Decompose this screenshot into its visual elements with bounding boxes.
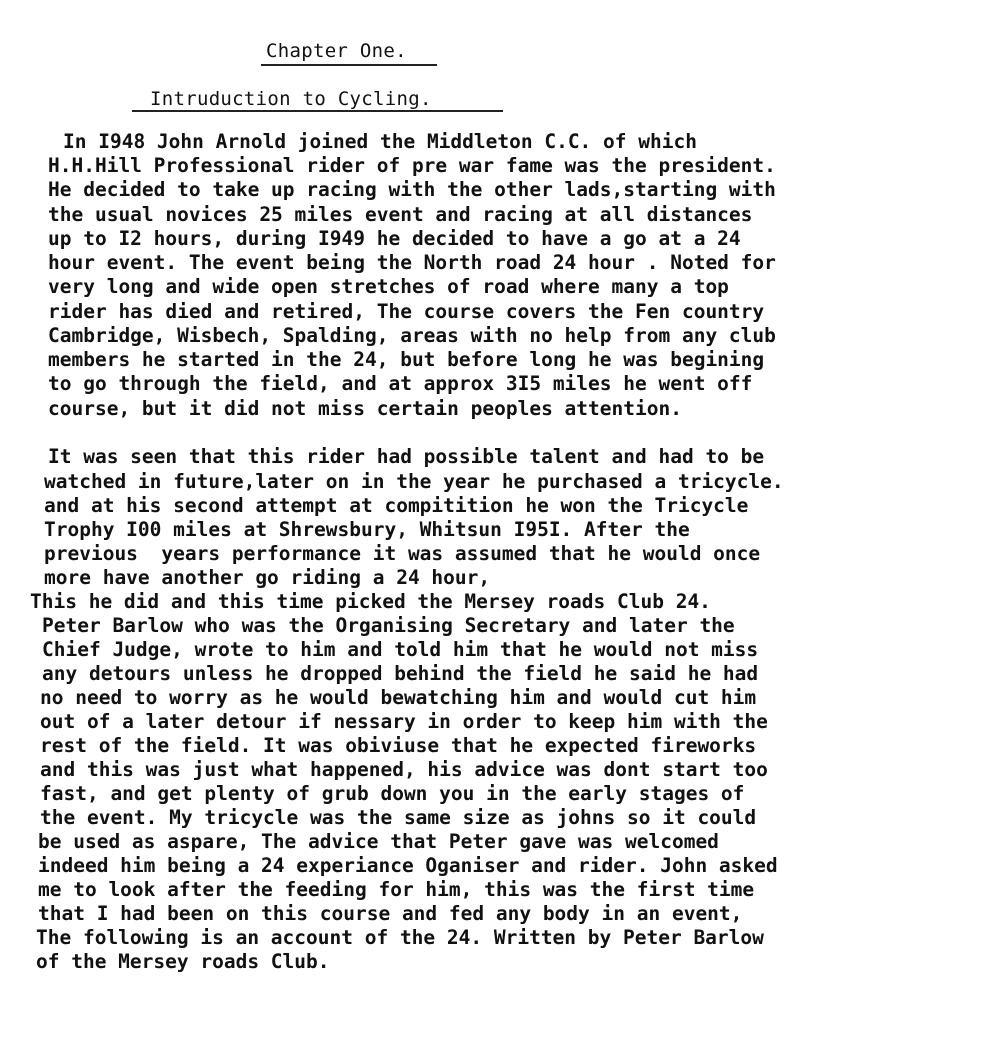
text-line: any detours unless he dropped behind the field he said he had	[42, 662, 759, 685]
text-line: up to I2 hours, during I949 he decided to have a go at a 24	[48, 227, 741, 250]
text-line: to go through the field, and at approx 3I5 miles he went off	[48, 372, 753, 395]
text-line: out of a later detour if nessary in order to keep him with the	[40, 710, 768, 733]
text-line: Chief Judge, wrote to him and told him that he would not miss	[42, 638, 759, 661]
text-line: no need to worry as he would bewatching him and would cut him	[40, 686, 757, 709]
text-line: that I had been on this course and fed any body in an event,	[38, 902, 743, 925]
text-line: very long and wide open stretches of road where many a top	[48, 275, 729, 298]
text-line: It was seen that this rider had possible talent and had to be	[48, 445, 765, 468]
text-line: the event. My tricycle was the same size as johns so it could	[40, 806, 757, 829]
section-title-underline	[132, 110, 503, 112]
text-line: members he started in the 24, but before long he was begining	[48, 348, 765, 371]
text-line: Cambridge, Wisbech, Spalding, areas with no help from any club	[48, 324, 776, 347]
text-line: course, but it did not miss certain peoples attention.	[48, 397, 682, 420]
text-line: The following is an account of the 24. Written by Peter Barlow	[36, 926, 764, 949]
text-line: rider has died and retired, The course covers the Fen country	[48, 300, 765, 323]
text-line: more have another go riding a 24 hour,	[44, 566, 491, 589]
text-line: previous years performance it was assumed that he would once	[44, 542, 761, 565]
text-line: fast, and get plenty of grub down you in the early stages of	[40, 782, 745, 805]
text-line: This he did and this time picked the Mersey roads Club 24.	[30, 590, 711, 613]
text-line: of the Mersey roads Club.	[36, 950, 330, 973]
text-line: He decided to take up racing with the other lads,starting with	[48, 178, 776, 201]
text-line: rest of the field. It was obiviuse that he expected fireworks	[40, 734, 757, 757]
section-title: Intruduction to Cycling.	[150, 88, 432, 110]
chapter-title: Chapter One.	[266, 40, 407, 62]
text-line: be used as aspare, The advice that Peter gave was welcomed	[38, 830, 719, 853]
text-line: Peter Barlow who was the Organising Secretary and later the	[42, 614, 735, 637]
text-line: H.H.Hill Professional rider of pre war fame was the president.	[48, 154, 776, 177]
text-line: and at his second attempt at compitition he won the Tricycle	[44, 494, 749, 517]
text-line: the usual novices 25 miles event and racing at all distances	[48, 203, 753, 226]
text-line: indeed him being a 24 experiance Oganiser and rider. John asked	[38, 854, 778, 877]
text-line: and this was just what happened, his advice was dont start too	[40, 758, 768, 781]
text-line: watched in future,later on in the year he purchased a tricycle.	[44, 470, 784, 493]
text-line: me to look after the feeding for him, this was the first time	[38, 878, 755, 901]
text-line: In I948 John Arnold joined the Middleton C.C. of which	[63, 130, 697, 153]
chapter-title-underline	[261, 64, 437, 66]
text-line: Trophy I00 miles at Shrewsbury, Whitsun I95I. After the	[44, 518, 690, 541]
text-line: hour event. The event being the North road 24 hour . Noted for	[48, 251, 776, 274]
